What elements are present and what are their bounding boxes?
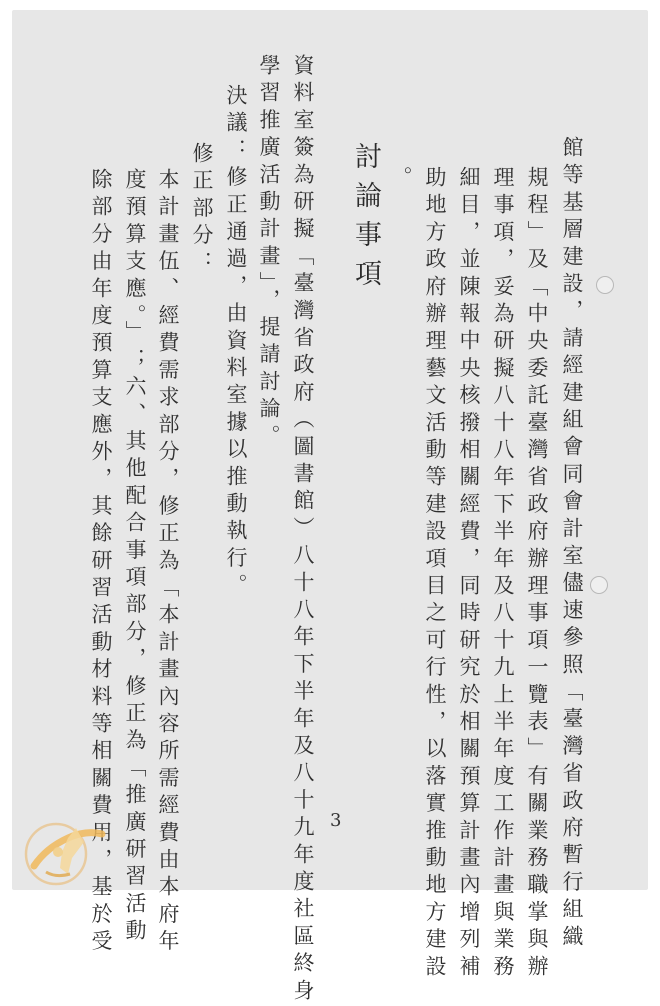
- text-column: 館等基層建設，請經建組會同會計室儘速參照「臺灣省政府暫行組織: [560, 136, 584, 952]
- text-column: 本計畫伍、經費需求部分，修正為「本計畫內容所需經費由本府年: [156, 168, 180, 957]
- text-column: 細目，並陳報中央核撥相關經費，同時研究於相關預算計畫內增列補: [457, 166, 481, 982]
- text-column: 助地方政府辦理藝文活動等建設項目之可行性，以落實推動地方建設: [423, 166, 447, 982]
- section-heading: 討論事項: [350, 142, 381, 298]
- page-number: 3: [330, 810, 342, 831]
- text-column: 。: [389, 166, 413, 194]
- text-column: 修正部分：: [190, 142, 214, 278]
- text-column: 決議：修正通過，由資料室據以推動執行。: [224, 84, 248, 601]
- binder-hole-bottom: [590, 576, 608, 594]
- document-page: [12, 10, 648, 1006]
- text-column: 學習推廣活動計畫」，提請討論。: [257, 54, 281, 452]
- text-column: 資料室簽為研擬「臺灣省政府（圖書館）八十八年下半年及八十九年度社區終身: [291, 54, 315, 1006]
- text-column: 理事項，妥為研擬八十八年下半年及八十九上半年度工作計畫與業務: [491, 166, 515, 982]
- text-column: 除部分由年度預算支應外，其餘研習活動材料等相關費用，基於受: [89, 168, 113, 957]
- binder-hole-top: [596, 276, 614, 294]
- archive-logo-icon: [16, 808, 112, 892]
- text-column: 度預算支應。」；六、其他配合事項部分，修正為「推廣研習活動: [123, 168, 147, 947]
- text-column: 規程」及「中央委託臺灣省政府辦理事項一覽表」有關業務職掌與辦: [525, 166, 549, 982]
